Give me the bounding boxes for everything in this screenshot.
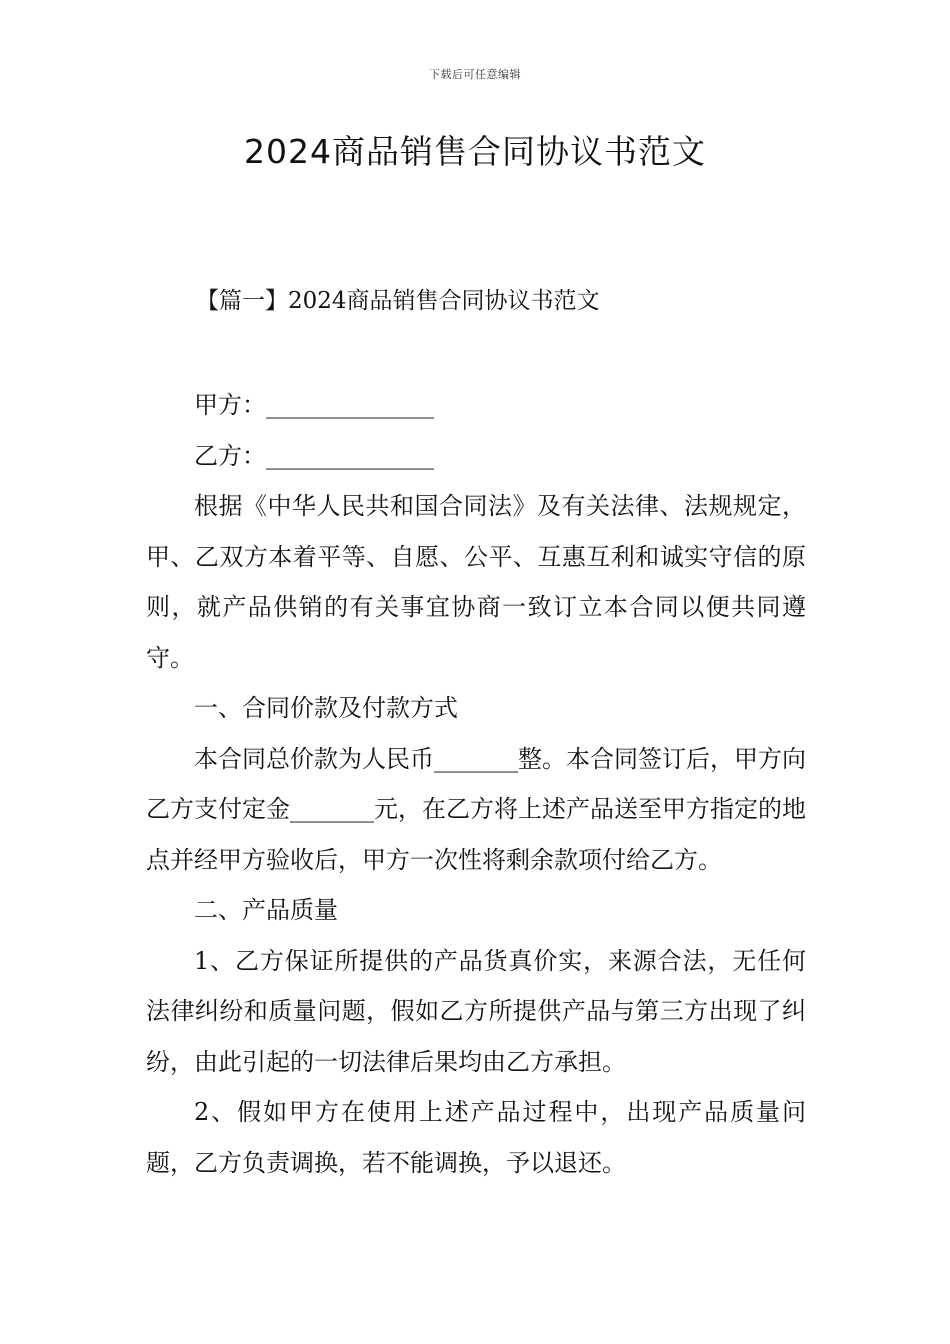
party-b-line: 乙方：______________ — [194, 441, 434, 470]
header-note: 下载后可任意编辑 — [429, 68, 521, 81]
quality-paragraph-1: 1、乙方保证所提供的产品货真价实，来源合法，无任何法律纠纷和质量问题，假如乙方所提供产品与第三方出现了纠纷，由此引起的一切法律后果均由乙方承担。 — [146, 946, 806, 1076]
document-title: 2024商品销售合同协议书范文 — [244, 132, 706, 171]
document-body — [146, 380, 806, 1188]
quality-paragraph-2: 2、假如甲方在使用上述产品过程中，出现产品质量问题，乙方负责调换，若不能调换，予以退还。 — [146, 1098, 806, 1177]
preamble-paragraph: 根据《中华人民共和国合同法》及有关法律、法规规定，甲、乙双方本着平等、自愿、公平、互惠互利和诚实守信的原则，就产品供销的有关事宜协商一致订立本合同以便共同遵守。 — [146, 492, 806, 672]
clause-heading-quality: 二、产品质量 — [194, 896, 338, 924]
party-a-line: 甲方：______________ — [194, 391, 434, 419]
clause-heading-price: 一、合同价款及付款方式 — [194, 694, 458, 722]
section-title: 【篇一】2024商品销售合同协议书范文 — [196, 288, 600, 314]
price-paragraph: 本合同总价款为人民币_______整。本合同签订后，甲方向乙方支付定金_______元，在乙方将上述产品送至甲方指定的地点并经甲方验收后，甲方一次性将剩余款项付给乙方。 — [146, 744, 806, 874]
